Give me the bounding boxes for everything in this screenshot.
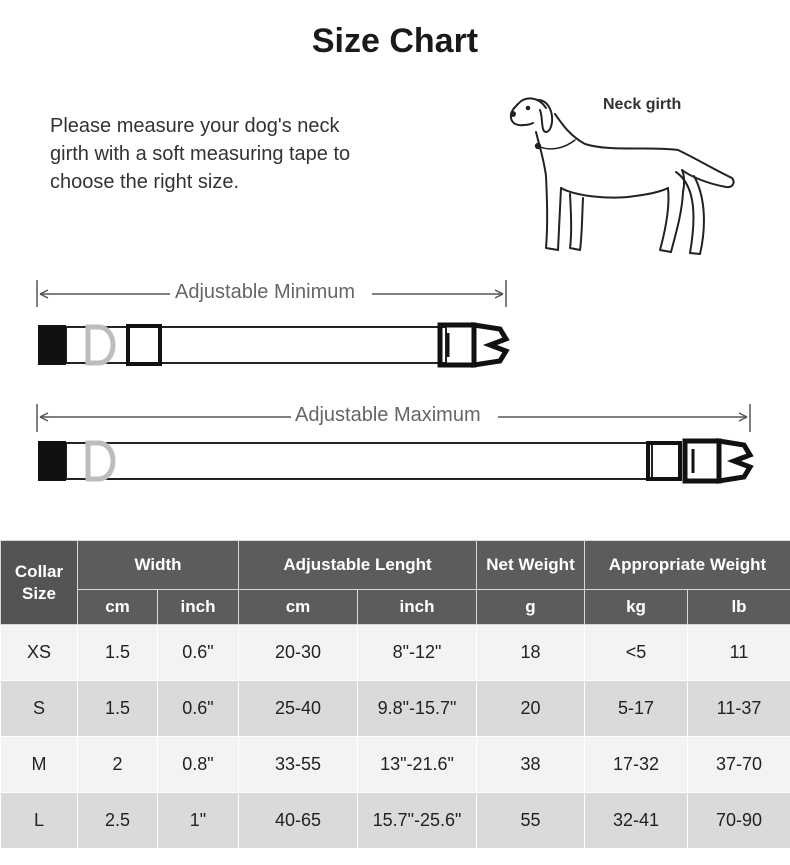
- adjustable-maximum-label: Adjustable Maximum: [291, 404, 485, 427]
- size-table: [0, 540, 790, 849]
- table-cell: 17-32: [585, 737, 688, 793]
- appropriate-weight-header: Appropriate Weight: [585, 541, 790, 590]
- unit-header: cm: [78, 590, 158, 625]
- table-cell: S: [1, 681, 78, 737]
- table-cell: 0.6": [158, 625, 239, 681]
- table-cell: 13"-21.6": [358, 737, 477, 793]
- table-cell: 32-41: [585, 793, 688, 849]
- unit-header: inch: [158, 590, 239, 625]
- neck-girth-label: Neck girth: [603, 96, 682, 113]
- table-unit-row: [1, 590, 790, 625]
- table-cell: L: [1, 793, 78, 849]
- collar-minimum-illustration: [0, 275, 790, 375]
- header-text: Size: [21, 583, 57, 603]
- table-cell: 1": [158, 793, 239, 849]
- table-cell: 70-90: [688, 793, 790, 849]
- table-cell: 2: [78, 737, 158, 793]
- collar-size-header: [1, 541, 78, 625]
- table-cell: 5-17: [585, 681, 688, 737]
- table-cell: 8"-12": [358, 625, 477, 681]
- table-header-row: [1, 541, 790, 590]
- adjustable-length-header: Adjustable Lenght: [239, 541, 477, 590]
- unit-header: kg: [585, 590, 688, 625]
- table-cell: 33-55: [239, 737, 358, 793]
- table-cell: 15.7"-25.6": [358, 793, 477, 849]
- table-cell: XS: [1, 625, 78, 681]
- table-cell: 1.5: [78, 625, 158, 681]
- unit-header: inch: [358, 590, 477, 625]
- net-weight-header: Net Weight: [477, 541, 585, 590]
- intro-line: Please measure your dog's neck: [50, 115, 340, 137]
- table-cell: 11-37: [688, 681, 790, 737]
- table-row: [1, 737, 790, 793]
- page-title: Size Chart: [311, 22, 479, 60]
- table-cell: 9.8"-15.7": [358, 681, 477, 737]
- table-cell: 1.5: [78, 681, 158, 737]
- table-cell: 0.8": [158, 737, 239, 793]
- table-cell: 25-40: [239, 681, 358, 737]
- table-row: [1, 681, 790, 737]
- table-cell: 0.6": [158, 681, 239, 737]
- table-cell: M: [1, 737, 78, 793]
- unit-header: g: [477, 590, 585, 625]
- intro-text: [50, 112, 410, 196]
- table-cell: 20-30: [239, 625, 358, 681]
- width-header: Width: [78, 541, 239, 590]
- table-row: [1, 625, 790, 681]
- table-cell: 55: [477, 793, 585, 849]
- header-text: Collar: [14, 561, 64, 581]
- table-cell: 37-70: [688, 737, 790, 793]
- intro-line: girth with a soft measuring tape to: [50, 143, 351, 165]
- table-row: [1, 793, 790, 849]
- table-cell: 40-65: [239, 793, 358, 849]
- unit-header: cm: [239, 590, 358, 625]
- table-cell: <5: [585, 625, 688, 681]
- adjustable-minimum-label: Adjustable Minimum: [171, 281, 359, 304]
- intro-line: choose the right size.: [50, 171, 239, 193]
- unit-header: lb: [688, 590, 790, 625]
- dog-illustration: [500, 88, 740, 263]
- table-cell: 20: [477, 681, 585, 737]
- table-cell: 38: [477, 737, 585, 793]
- table-cell: 11: [688, 625, 790, 681]
- table-cell: 18: [477, 625, 585, 681]
- table-cell: 2.5: [78, 793, 158, 849]
